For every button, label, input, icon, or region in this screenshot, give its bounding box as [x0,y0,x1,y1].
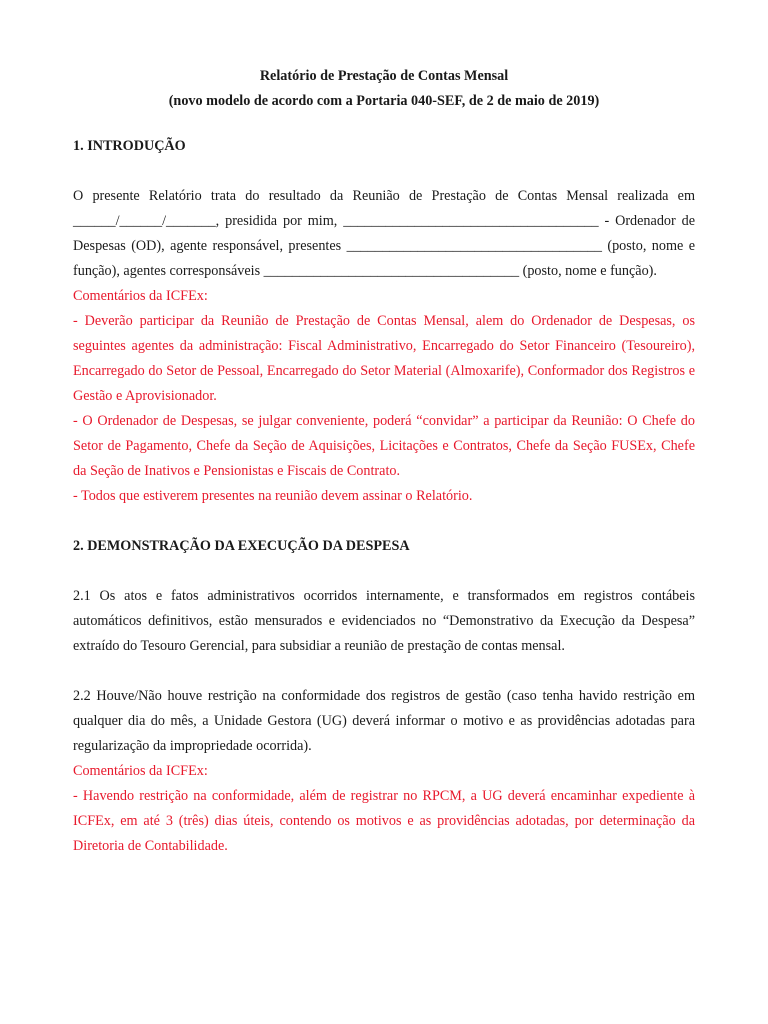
date-blank: ______/______/_______ [73,213,216,229]
section-1-comment-2: - O Ordenador de Despesas, se julgar conveniente, poderá “convidar” a participar da Reunião: O Chefe do Setor de Pagamento, Chefe da Seção de Aquisições, Licitações e Contratos, Chefe da Seção FUSEx, Chefe da Seção de Inativos e Pensionistas e Fiscais de Contrato. [73,413,695,479]
section-2-2-paragraph: 2.2 Houve/Não houve restrição na conformidade dos registros de gestão (caso tenha havido restrição em qualquer dia do mês, a Unidade Gestora (UG) deverá informar o motivo e as providências adotadas para regularização da impropriedade ocorrida). [73,688,695,754]
section-2-comments-label: Comentários da ICFEx: [73,763,208,779]
document-subtitle: (novo modelo de acordo com a Portaria 040-SEF, de 2 de maio de 2019) [168,93,600,109]
intro-text-3: - Ordenador de Despesas (OD), agente responsável, presentes [73,213,696,254]
section-1-comments-label: Comentários da ICFEx: [73,288,208,304]
section-2-comment-1: - Havendo restrição na conformidade, além de registrar no RPCM, a UG deverá encaminhar expediente à ICFEx, em até 3 (três) dias úteis, contendo os motivos e as providências adotadas, por determinação da Diretoria de Contabilidade. [73,788,695,854]
section-2-heading: 2. DEMONSTRAÇÃO DA EXECUÇÃO DA DESPESA [73,538,410,554]
document-title: Relatório de Prestação de Contas Mensal [259,68,509,84]
present-agents-blank: ____________________________________ [346,238,602,254]
section-1-comment-3: - Todos que estiverem presentes na reunião devem assinar o Relatório. [73,488,473,504]
intro-text-4: (posto, nome e função), agentes corresponsáveis [73,238,695,279]
coresponsible-agents-blank: ____________________________________ [263,263,520,279]
intro-text-2: , presidida por mim, [215,213,344,229]
intro-text-1: O presente Relatório trata do resultado da Reunião de Prestação de Contas Mensal realizada em [73,188,695,204]
section-2-1-paragraph: 2.1 Os atos e fatos administrativos ocorridos internamente, e transformados em registros contábeis automáticos definitivos, estão mensurados e evidenciados no “Demonstrativo da Execução da Despesa” extraído do Tesouro Gerencial, para subsidiar a reunião de prestação de contas mensal. [73,588,695,654]
intro-text-5: (posto, nome e função). [519,263,657,279]
section-1-heading: 1. INTRODUÇÃO [73,138,186,154]
ordenador-name-blank: ____________________________________ [343,213,599,229]
section-1-intro [73,184,695,284]
section-1-comment-1: - Deverão participar da Reunião de Prestação de Contas Mensal, alem do Ordenador de Despesas, os seguintes agentes da administração: Fiscal Administrativo, Encarregado do Setor Financeiro (Tesoureiro), Encarregado do Setor de Pessoal, Encarregado do Setor Material (Almoxarife), Conformador dos Registros e Gestão e Aprovisionador. [73,313,695,404]
